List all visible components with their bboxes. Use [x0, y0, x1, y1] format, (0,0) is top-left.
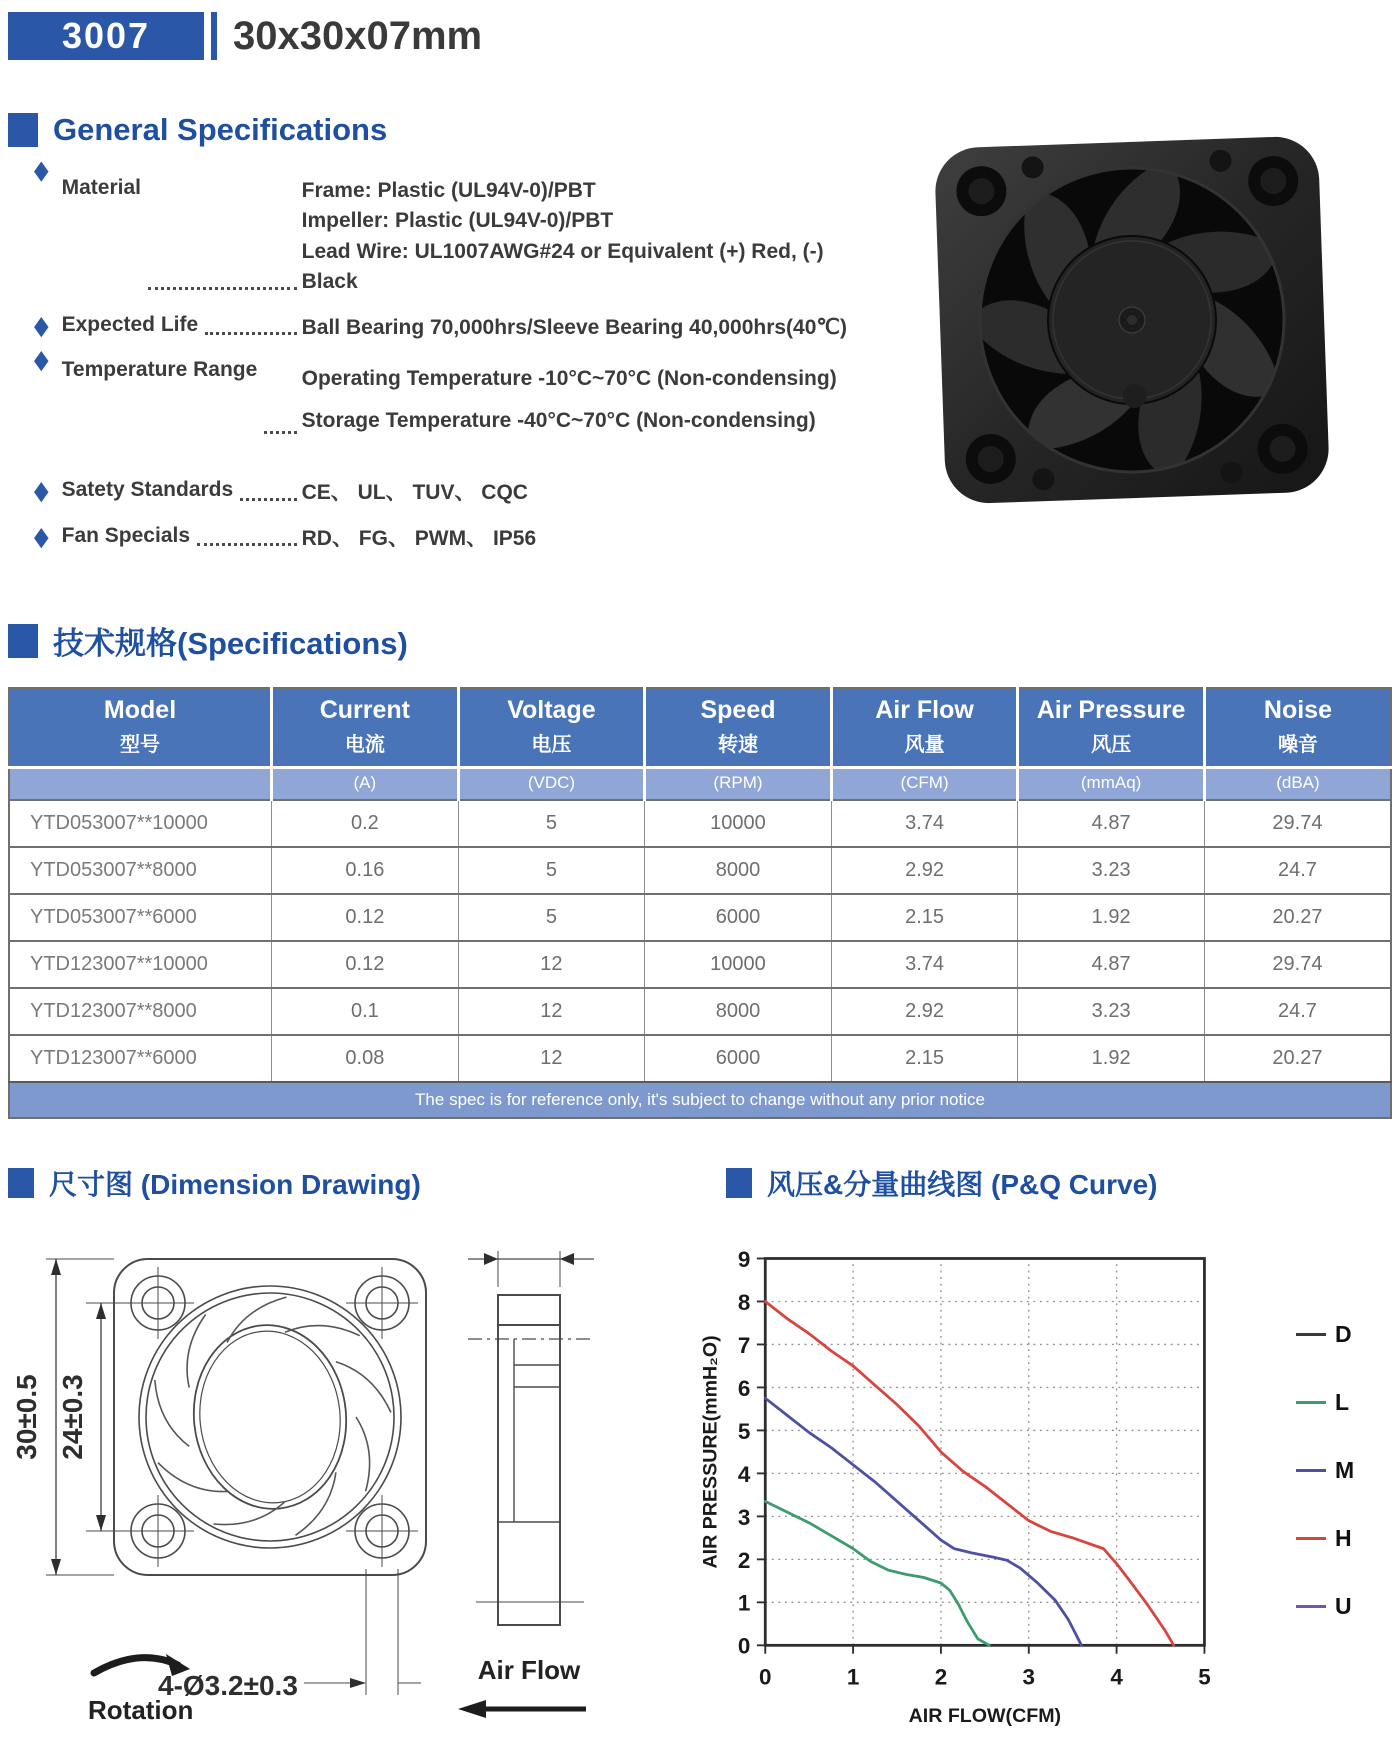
col-header-airflow: Air Flow 风量 [831, 688, 1018, 768]
cell-current: 0.16 [272, 847, 459, 894]
svg-text:9: 9 [737, 1246, 751, 1272]
legend-item-U [1296, 1593, 1354, 1620]
diamond-bullet-icon [34, 313, 49, 349]
cell-airpressure: 4.87 [1018, 941, 1205, 988]
svg-text:8: 8 [737, 1289, 751, 1315]
legend-label: M [1335, 1457, 1355, 1484]
section-title: 尺寸图 (Dimension Drawing) [49, 1169, 421, 1201]
col-header-voltage: Voltage 电压 [458, 688, 645, 768]
cell-airflow: 2.15 [831, 894, 1018, 941]
model-badge: 3007 [8, 12, 204, 60]
legend-item-L [1296, 1389, 1354, 1416]
cell-noise: 29.74 [1204, 941, 1391, 988]
spec-item-expected-life [34, 313, 884, 343]
dotted-leader [197, 524, 297, 546]
legend-label: U [1335, 1593, 1352, 1620]
table-row [9, 894, 1391, 941]
svg-text:3: 3 [1022, 1664, 1036, 1690]
cell-speed: 6000 [645, 894, 832, 941]
cell-voltage: 5 [458, 894, 645, 941]
spec-item-fan-specials [34, 524, 884, 554]
legend-item-M [1296, 1457, 1354, 1484]
cell-voltage: 12 [458, 988, 645, 1035]
unit-cell: (VDC) [458, 768, 645, 801]
cell-airpressure: 4.87 [1018, 800, 1205, 847]
svg-text:0: 0 [759, 1664, 772, 1690]
svg-text:6: 6 [737, 1375, 751, 1401]
cell-voltage: 12 [458, 1035, 645, 1082]
spec-table [8, 687, 1392, 1119]
section-title: 风压&分量曲线图 (P&Q Curve) [767, 1169, 1158, 1201]
svg-text:AIR PRESSURE(mmH₂O): AIR PRESSURE(mmH₂O) [699, 1335, 722, 1569]
spec-values: Ball Bearing 70,000hrs/Sleeve Bearing 40,000hrs(40℃) [301, 315, 847, 339]
legend-item-H [1296, 1525, 1354, 1552]
svg-text:4: 4 [737, 1461, 751, 1487]
legend-label: D [1335, 1321, 1352, 1348]
cell-current: 0.12 [272, 941, 459, 988]
svg-text:2: 2 [737, 1547, 751, 1573]
cell-current: 0.08 [272, 1035, 459, 1082]
cell-noise: 20.27 [1204, 894, 1391, 941]
specifications-heading [8, 618, 1400, 663]
legend-label: H [1335, 1525, 1352, 1552]
unit-cell: (CFM) [831, 768, 1018, 801]
size-label: 30x30x07mm [233, 13, 483, 58]
cell-noise: 24.7 [1204, 847, 1391, 894]
legend-label: L [1335, 1389, 1350, 1416]
cell-voltage: 5 [458, 800, 645, 847]
pq-chart [698, 1205, 1400, 1753]
cell-speed: 8000 [645, 988, 832, 1035]
legend-line-icon [1296, 1537, 1326, 1540]
cell-model: YTD053007**6000 [9, 894, 272, 941]
cell-model: YTD123007**10000 [9, 941, 272, 988]
col-header-speed: Speed 转速 [645, 688, 832, 768]
diamond-bullet-icon [34, 347, 49, 458]
section-title: General Specifications [53, 112, 388, 147]
cell-airpressure: 1.92 [1018, 1035, 1205, 1082]
section-title: 技术规格(Specifications) [53, 626, 408, 662]
pq-curve-heading [726, 1163, 1400, 1203]
dim-label-outer: 30±0.5 [11, 1374, 42, 1460]
badge-divider [211, 12, 217, 60]
dimension-drawing-heading [8, 1163, 698, 1203]
section-square-icon [8, 113, 38, 147]
spec-label: Temperature Range [61, 358, 258, 382]
table-row [9, 800, 1391, 847]
diamond-bullet-icon [34, 158, 49, 321]
pq-chart-legend [1296, 1321, 1354, 1753]
cell-airpressure: 1.92 [1018, 894, 1205, 941]
table-units-row [9, 768, 1391, 801]
spec-values: RD、 FG、 PWM、 IP56 [301, 526, 537, 550]
fan-product-photo [920, 124, 1344, 526]
col-header-current: Current 电流 [272, 688, 459, 768]
spec-label: Expected Life [61, 312, 199, 336]
unit-cell [9, 768, 272, 801]
cell-noise: 24.7 [1204, 988, 1391, 1035]
col-header-model: Model 型号 [9, 688, 272, 768]
spec-item-temperature-range [34, 358, 884, 442]
svg-text:5: 5 [1198, 1664, 1211, 1690]
cell-airflow: 3.74 [831, 941, 1018, 988]
table-row [9, 847, 1391, 894]
cell-speed: 10000 [645, 800, 832, 847]
dim-label-hole-spacing: 24±0.3 [57, 1374, 88, 1460]
spec-item-material [34, 176, 884, 298]
cell-current: 0.2 [272, 800, 459, 847]
legend-line-icon [1296, 1469, 1326, 1472]
legend-item-D [1296, 1321, 1354, 1348]
svg-text:3: 3 [737, 1504, 751, 1530]
spec-values: CE、 UL、 TUV、 CQC [301, 481, 528, 505]
table-header-row [9, 688, 1391, 768]
table-footnote: The spec is for reference only, it's subject to change without any prior notice [9, 1082, 1391, 1118]
airflow-label: Air Flow [477, 1655, 581, 1686]
spec-values: Frame: Plastic (UL94V-0)/PBT Impeller: Plastic (UL94V-0)/PBT Lead Wire: UL1007AWG#24 or Equivalent (+) Red, (-) Black [301, 179, 824, 294]
cell-airflow: 2.15 [831, 1035, 1018, 1082]
legend-line-icon [1296, 1605, 1326, 1608]
cell-speed: 6000 [645, 1035, 832, 1082]
diamond-bullet-icon [34, 524, 49, 560]
svg-text:2: 2 [934, 1664, 948, 1690]
dim-label-hole-dia: 4-Ø3.2±0.3 [158, 1670, 298, 1702]
svg-text:5: 5 [737, 1418, 751, 1444]
cell-noise: 20.27 [1204, 1035, 1391, 1082]
rotation-label: Rotation [88, 1695, 194, 1726]
dotted-leader [205, 313, 296, 335]
cell-airpressure: 3.23 [1018, 988, 1205, 1035]
unit-cell: (A) [272, 768, 459, 801]
section-square-icon [8, 1168, 34, 1198]
general-spec-list [34, 176, 884, 554]
cell-model: YTD123007**8000 [9, 988, 272, 1035]
cell-voltage: 5 [458, 847, 645, 894]
col-header-noise: Noise 噪音 [1204, 688, 1391, 768]
legend-line-icon [1296, 1401, 1326, 1404]
spec-label: Fan Specials [61, 523, 191, 547]
dimension-drawing [6, 1217, 698, 1742]
section-square-icon [726, 1168, 752, 1198]
cell-speed: 10000 [645, 941, 832, 988]
legend-line-icon [1296, 1333, 1326, 1336]
cell-airflow: 2.92 [831, 988, 1018, 1035]
cell-airpressure: 3.23 [1018, 847, 1205, 894]
dotted-leader [148, 176, 297, 290]
table-row [9, 941, 1391, 988]
cell-model: YTD053007**10000 [9, 800, 272, 847]
fan-frame-outline [114, 1259, 426, 1575]
cell-airflow: 3.74 [831, 800, 1018, 847]
spec-label: Satety Standards [61, 478, 234, 502]
page-header [8, 12, 1400, 60]
spec-label: Material [61, 176, 141, 199]
cell-model: YTD123007**6000 [9, 1035, 272, 1082]
svg-text:AIR FLOW(CFM): AIR FLOW(CFM) [908, 1705, 1062, 1727]
dotted-leader [264, 358, 296, 434]
svg-text:0: 0 [737, 1633, 751, 1659]
cell-noise: 29.74 [1204, 800, 1391, 847]
table-footnote-row [9, 1082, 1391, 1118]
airflow-arrowhead-icon [458, 1700, 486, 1718]
spec-values: Operating Temperature -10°C~70°C (Non-condensing) Storage Temperature -40°C~70°C (Non-condensing) [301, 367, 837, 433]
svg-text:1: 1 [737, 1590, 751, 1616]
unit-cell: (RPM) [645, 768, 832, 801]
spec-item-safety-standards [34, 478, 884, 508]
table-row [9, 1035, 1391, 1082]
svg-text:1: 1 [846, 1664, 860, 1690]
svg-text:4: 4 [1110, 1664, 1123, 1690]
table-row [9, 988, 1391, 1035]
cell-voltage: 12 [458, 941, 645, 988]
cell-current: 0.1 [272, 988, 459, 1035]
section-square-icon [8, 624, 38, 658]
cell-current: 0.12 [272, 894, 459, 941]
cell-model: YTD053007**8000 [9, 847, 272, 894]
diamond-bullet-icon [34, 478, 49, 514]
unit-cell: (dBA) [1204, 768, 1391, 801]
col-header-airpressure: Air Pressure 风压 [1018, 688, 1205, 768]
unit-cell: (mmAq) [1018, 768, 1205, 801]
cell-speed: 8000 [645, 847, 832, 894]
svg-text:7: 7 [737, 1332, 751, 1358]
pq-chart-canvas [698, 1205, 1296, 1753]
cell-airflow: 2.92 [831, 847, 1018, 894]
dotted-leader [240, 478, 296, 500]
